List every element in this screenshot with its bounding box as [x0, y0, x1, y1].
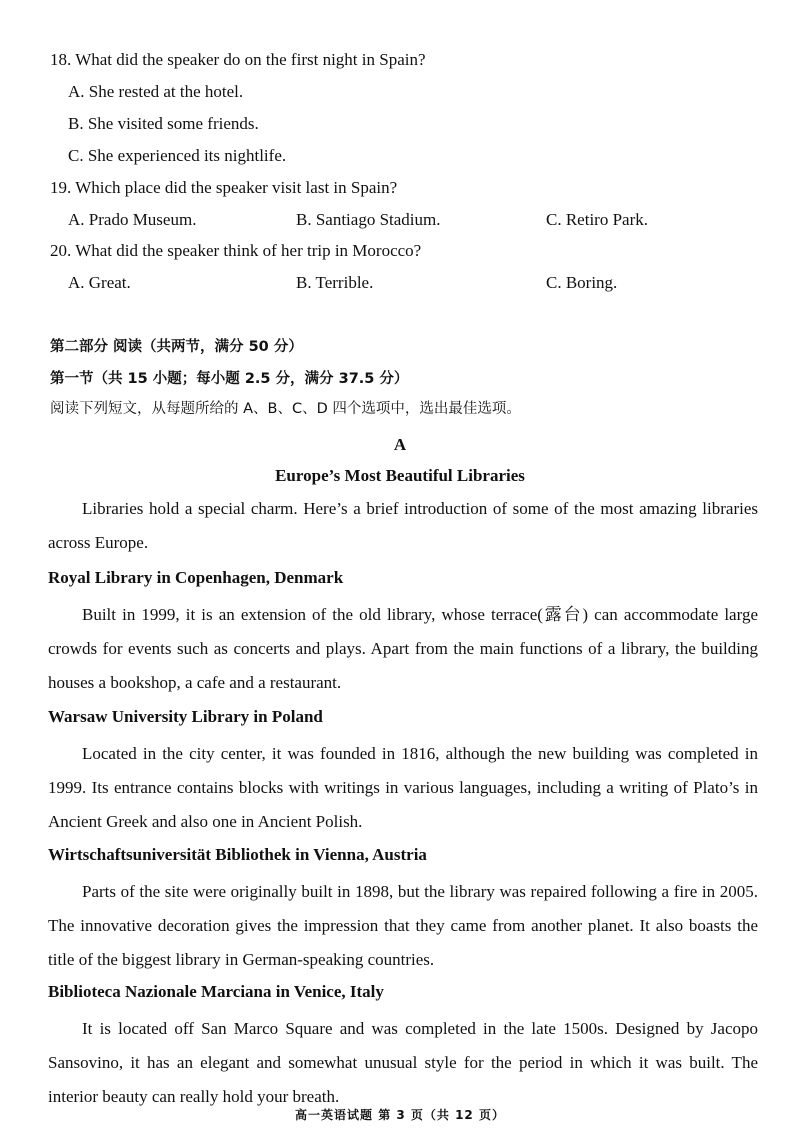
question-20-option-a: A. Great. — [68, 273, 131, 292]
question-20-option-c: C. Boring. — [546, 273, 618, 292]
library-heading-copenhagen: Royal Library in Copenhagen, Denmark — [48, 568, 344, 587]
question-19-option-c: C. Retiro Park. — [546, 210, 648, 229]
question-20-option-b: B. Terrible. — [296, 273, 374, 292]
library-text-venice: It is located off San Marco Square and was completed in the late 1500s. Designed by Jacopo Sansovino, it has an elegant and somewhat unusual style for the period in which it was built. The interior beauty can really hold your breath. — [48, 1019, 758, 1106]
question-18-option-c: C. She experienced its nightlife. — [68, 146, 287, 165]
question-19-stem: 19. Which place did the speaker visit last in Spain? — [50, 178, 398, 197]
passage-label: A — [393, 435, 407, 454]
passage-intro: Libraries hold a special charm. Here’s a brief introduction of some of the most amazing libraries across Europe. — [48, 499, 758, 552]
passage-title: Europe’s Most Beautiful Libraries — [275, 466, 525, 485]
question-18-option-b: B. She visited some friends. — [68, 114, 259, 133]
subsection-title: 第一节（共 15 小题；每小题 2.5 分，满分 37.5 分） — [50, 371, 409, 387]
question-18-stem: 18. What did the speaker do on the first night in Spain? — [50, 50, 426, 69]
library-heading-venice: Biblioteca Nazionale Marciana in Venice, Italy — [48, 982, 384, 1001]
part-title: 第二部分 阅读（共两节，满分 50 分） — [50, 339, 303, 355]
question-18-option-a: A. She rested at the hotel. — [68, 82, 244, 101]
instructions: 阅读下列短文，从每题所给的 A、B、C、D 四个选项中，选出最佳选项。 — [50, 401, 521, 417]
library-heading-vienna: Wirtschaftsuniversität Bibliothek in Vienna, Austria — [48, 845, 427, 864]
library-text-vienna: Parts of the site were originally built in 1898, but the library was repaired following a fire in 2005. The innovative decoration gives the impression that they came from another planet. It also boasts the title of the biggest library in German-speaking countries. — [48, 882, 758, 969]
question-20-stem: 20. What did the speaker think of her trip in Morocco? — [50, 241, 422, 260]
question-19-option-a: A. Prado Museum. — [68, 210, 197, 229]
library-heading-warsaw: Warsaw University Library in Poland — [48, 707, 323, 726]
library-text-warsaw: Located in the city center, it was founded in 1816, although the new building was completed in 1999. Its entrance contains blocks with writings in various languages, including a writing of Plato’s in Ancient Greek and also one in Ancient Polish. — [48, 744, 758, 831]
library-text-copenhagen: Built in 1999, it is an extension of the old library, whose terrace(露台) can accommodate large crowds for events such as concerts and plays. Apart from the main functions of a library, the building houses a bookshop, a cafe and a restaurant. — [48, 605, 758, 692]
page-footer: 高一英语试题 第 3 页（共 12 页） — [295, 1108, 505, 1122]
question-19-option-b: B. Santiago Stadium. — [296, 210, 441, 229]
